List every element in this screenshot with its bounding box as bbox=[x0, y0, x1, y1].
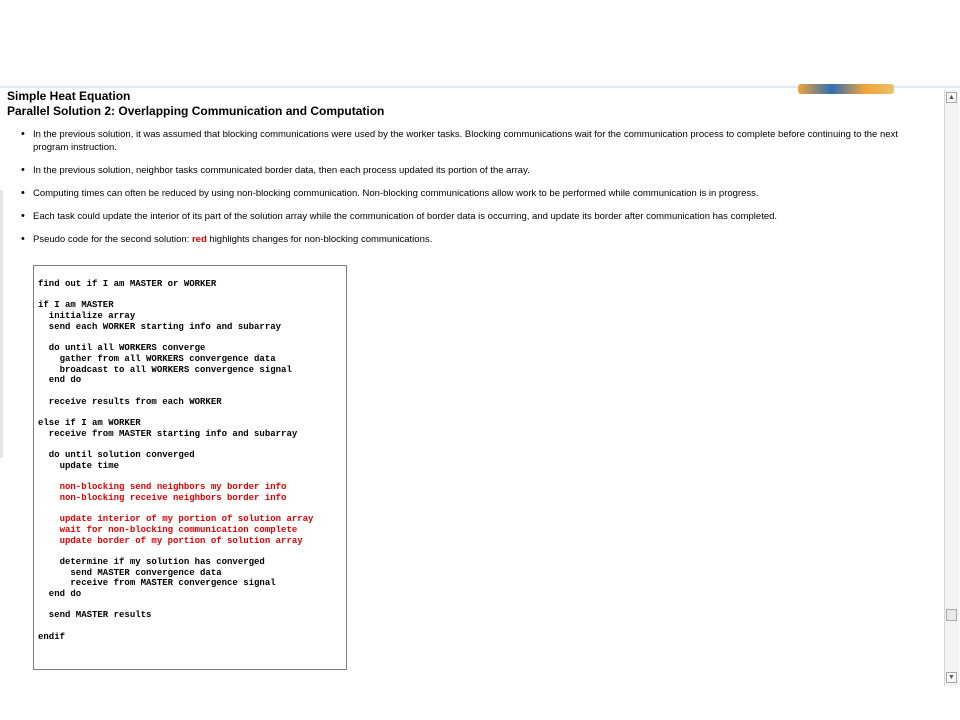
code-line-highlighted: update interior of my portion of solution array bbox=[38, 514, 314, 525]
banner-graphic bbox=[798, 84, 894, 94]
code-line bbox=[38, 386, 346, 397]
pseudo-text-after: highlights changes for non-blocking communications. bbox=[206, 234, 433, 245]
code-line-highlighted: wait for non-blocking communication complete bbox=[38, 524, 298, 535]
bullet-item-pseudo bbox=[20, 233, 925, 246]
pseudo-text-before: Pseudo code for the second solution: bbox=[33, 234, 192, 245]
code-line: broadcast to all WORKERS convergence signal bbox=[38, 364, 292, 375]
code-line bbox=[38, 439, 346, 450]
code-line: else if I am WORKER bbox=[38, 417, 141, 428]
code-line: update time bbox=[38, 460, 120, 471]
scrollbar-thumb[interactable] bbox=[946, 609, 957, 621]
bullet-item: • Each task could update the interior of its part of the solution array while the communication of border data is occurring, and update its border after communication has completed. bbox=[20, 210, 925, 223]
code-line-highlighted: non-blocking send neighbors my border info bbox=[38, 482, 287, 493]
code-line: receive results from each WORKER bbox=[38, 396, 222, 407]
code-line: gather from all WORKERS convergence data bbox=[38, 353, 276, 364]
code-line bbox=[38, 546, 346, 557]
code-line: determine if my solution has converged bbox=[38, 556, 265, 567]
code-line: end do bbox=[38, 588, 82, 599]
code-line: find out if I am MASTER or WORKER bbox=[38, 279, 217, 289]
page-title: Simple Heat Equation bbox=[7, 89, 131, 103]
code-line-highlighted: update border of my portion of solution array bbox=[38, 535, 303, 546]
code-line bbox=[38, 471, 346, 482]
arrow-up-icon[interactable]: ▲ bbox=[946, 92, 957, 103]
code-line: send each WORKER starting info and subarray bbox=[38, 321, 282, 332]
left-edge-strip bbox=[0, 190, 3, 458]
code-line bbox=[38, 600, 346, 611]
code-line: receive from MASTER starting info and subarray bbox=[38, 428, 298, 439]
arrow-down-icon[interactable]: ▼ bbox=[946, 672, 957, 683]
red-keyword: red bbox=[191, 234, 207, 245]
code-line bbox=[38, 332, 346, 343]
code-line: initialize array bbox=[38, 311, 136, 322]
code-line: send MASTER results bbox=[38, 610, 152, 621]
code-line bbox=[38, 290, 346, 301]
code-line: do until all WORKERS converge bbox=[38, 343, 206, 354]
pseudo-code-box bbox=[33, 265, 347, 670]
bullet-list bbox=[20, 128, 925, 256]
code-line bbox=[38, 407, 346, 418]
code-line: receive from MASTER convergence signal bbox=[38, 578, 276, 589]
code-line: send MASTER convergence data bbox=[38, 567, 222, 578]
code-line: endif bbox=[38, 631, 66, 642]
vertical-scrollbar[interactable] bbox=[944, 90, 959, 686]
page-subtitle: Parallel Solution 2: Overlapping Communication and Computation bbox=[7, 104, 385, 118]
bullet-item: • In the previous solution, neighbor tasks communicated border data, then each process updated its portion of the array. bbox=[20, 164, 925, 177]
code-line-highlighted: non-blocking receive neighbors border info bbox=[38, 492, 287, 503]
code-line bbox=[38, 621, 346, 632]
bullet-item: • Computing times can often be reduced by using non-blocking communication. Non-blocking communications allow work to be performed while communication is in progress. bbox=[20, 187, 925, 200]
code-line: end do bbox=[38, 375, 82, 386]
code-line: if I am MASTER bbox=[38, 300, 114, 311]
code-line bbox=[38, 503, 346, 514]
bullet-item: • In the previous solution, it was assumed that blocking communications were used by the worker tasks. Blocking communications wait for the communication process to complete before continuing to the next program instruction. bbox=[20, 128, 925, 154]
code-line: do until solution converged bbox=[38, 450, 195, 460]
